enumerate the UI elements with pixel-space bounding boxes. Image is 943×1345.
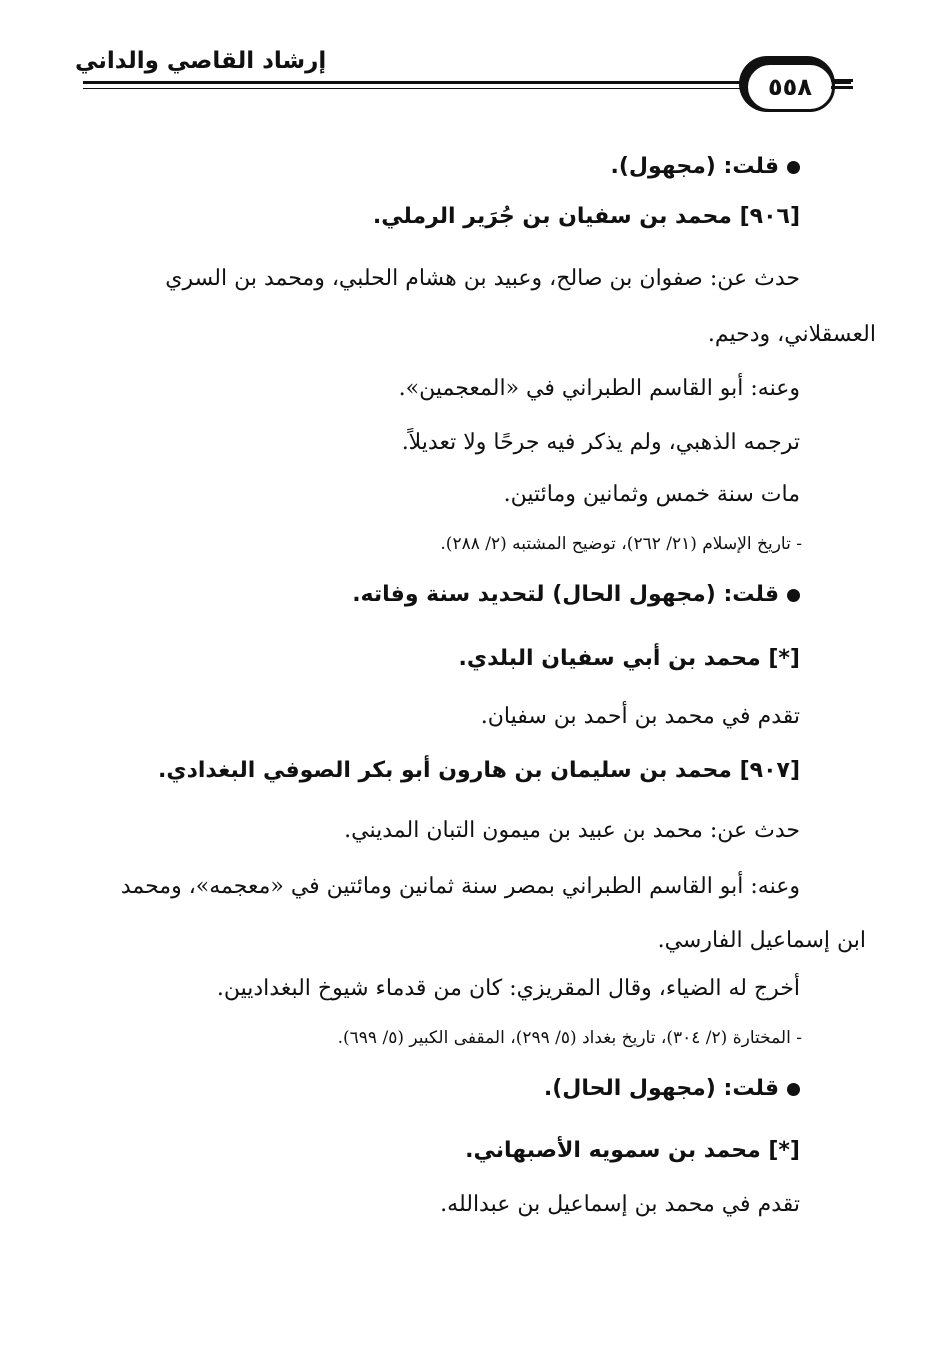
bullet-icon xyxy=(787,161,800,174)
text-line: وعنه: أبو القاسم الطبراني بمصر سنة ثمانين ومائتين في «معجمه»، ومحمد xyxy=(120,874,800,899)
text-line: وعنه: أبو القاسم الطبراني في «المعجمين». xyxy=(398,376,800,401)
source-line: - تاريخ الإسلام (٢١/ ٢٦٢)، توضيح المشتبه (٢/ ٢٨٨). xyxy=(440,534,802,554)
header-rule-thin xyxy=(83,88,851,89)
text-line: ترجمه الذهبي، ولم يذكر فيه جرحًا ولا تعديلاً. xyxy=(401,430,800,455)
text-line: مات سنة خمس وثمانين ومائتين. xyxy=(503,482,800,507)
text-line: ابن إسماعيل الفارسي. xyxy=(657,928,866,953)
entry-heading-906: [٩٠٦] محمد بن سفيان بن جُرَير الرملي. xyxy=(372,204,800,229)
header-rule-thick xyxy=(83,81,851,84)
entry-heading-907: [٩٠٧] محمد بن سليمان بن هارون أبو بكر الصوفي البغدادي. xyxy=(158,758,800,783)
note-line: قلت: (مجهول الحال) لتحديد سنة وفاته. xyxy=(70,582,800,607)
page-number: ٥٥٨ xyxy=(745,62,835,112)
entry-heading-star: [*] محمد بن أبي سفيان البلدي. xyxy=(458,646,800,671)
bullet-icon xyxy=(787,589,800,602)
source-line: - المختارة (٢/ ٣٠٤)، تاريخ بغداد (٥/ ٢٩٩)، المقفى الكبير (٥/ ٦٩٩). xyxy=(337,1028,802,1048)
note-line: قلت: (مجهول الحال). xyxy=(70,1076,800,1101)
text-line: أخرج له الضياء، وقال المقريزي: كان من قدماء شيوخ البغداديين. xyxy=(216,976,800,1001)
page-header xyxy=(55,48,851,112)
header-mark xyxy=(831,79,853,82)
text-line: حدث عن: محمد بن عبيد بن ميمون التبان المديني. xyxy=(344,818,800,843)
text-line: العسقلاني، ودحيم. xyxy=(707,322,876,347)
note-line: قلت: (مجهول). xyxy=(70,154,800,179)
bullet-icon xyxy=(787,1083,800,1096)
book-title: إرشاد القاصي والداني xyxy=(75,48,327,74)
text-line: تقدم في محمد بن أحمد بن سفيان. xyxy=(480,704,800,729)
text-line: حدث عن: صفوان بن صالح، وعبيد بن هشام الحلبي، ومحمد بن السري xyxy=(165,266,800,291)
entry-heading-star: [*] محمد بن سمويه الأصبهاني. xyxy=(465,1138,800,1163)
text-line: تقدم في محمد بن إسماعيل بن عبدالله. xyxy=(440,1192,800,1217)
header-mark xyxy=(831,86,853,89)
